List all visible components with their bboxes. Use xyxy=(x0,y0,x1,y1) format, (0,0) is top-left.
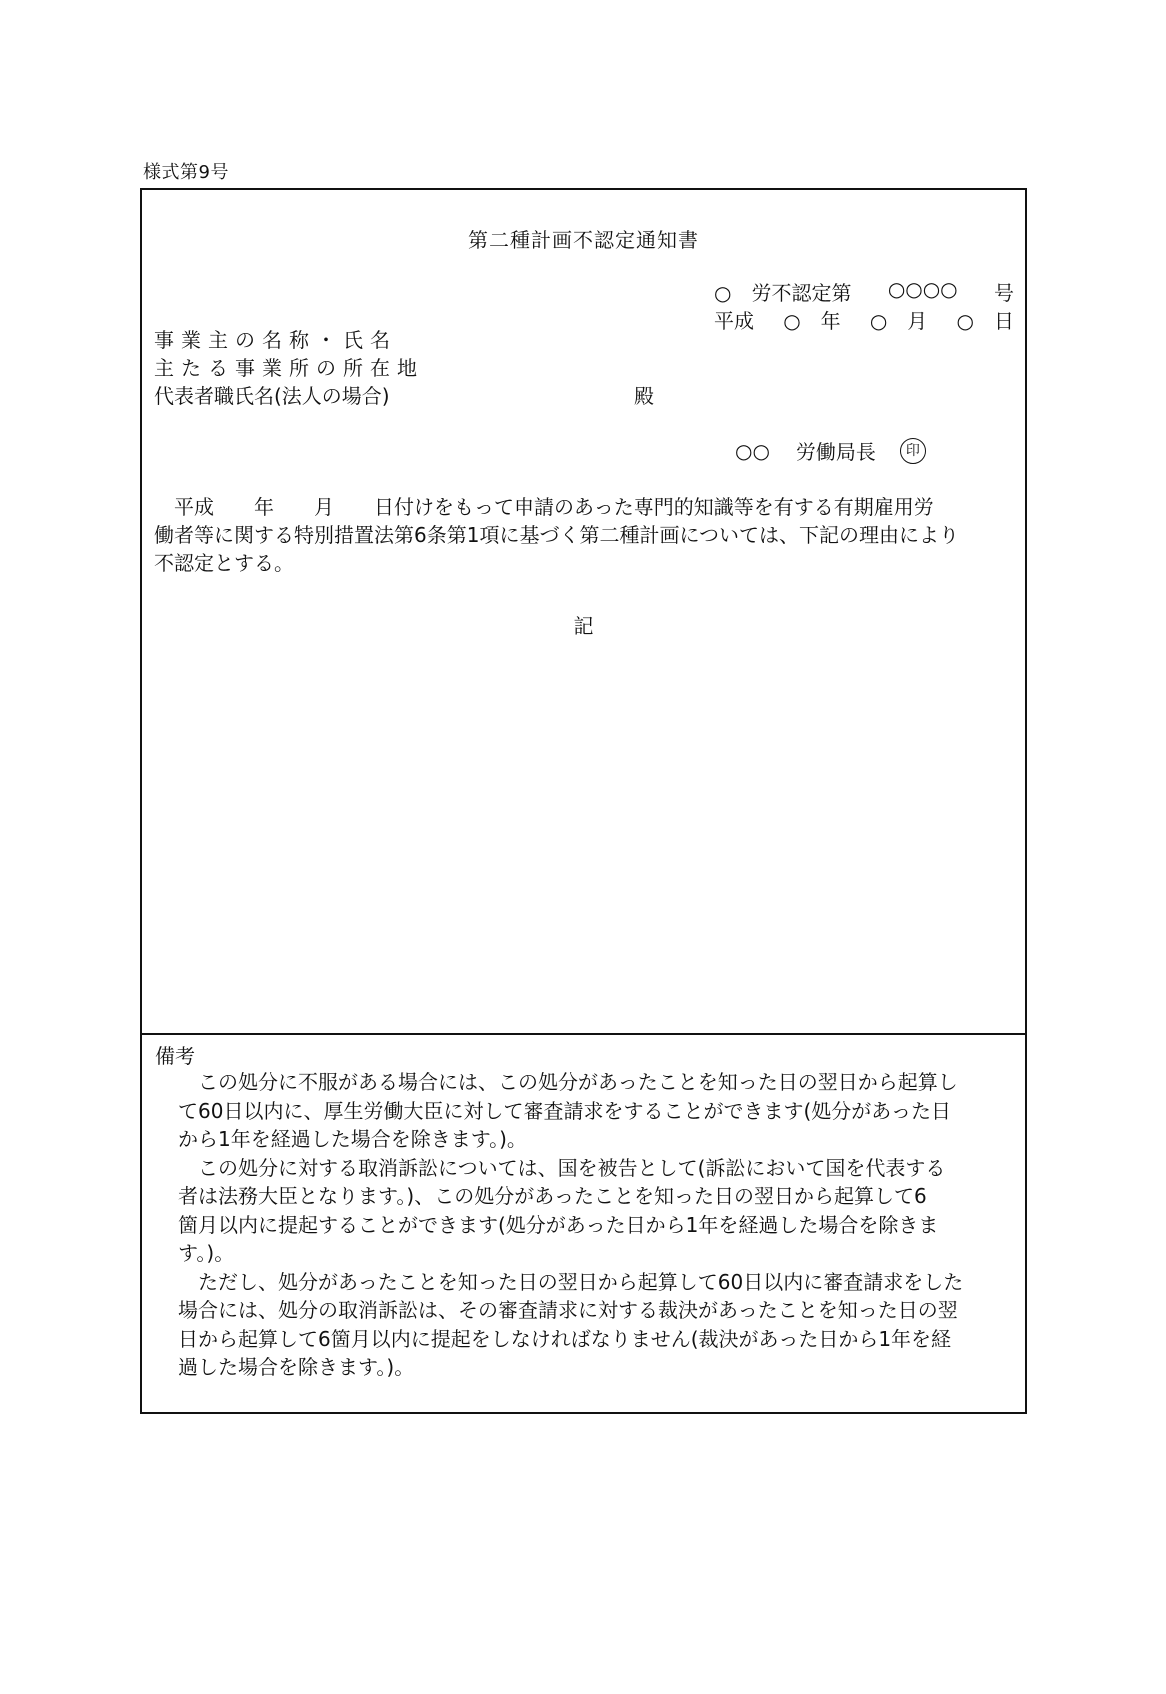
document-frame xyxy=(140,188,1027,1414)
body-line: 働者等に関する特別措置法第6条第1項に基づく第二種計画については、下記の理由により xyxy=(154,523,960,547)
document-number xyxy=(714,277,1014,306)
remarks-line: す。)。 xyxy=(178,1241,235,1265)
remarks-line: ただし、処分があったことを知った日の翌日から起算して60日以内に審査請求をした xyxy=(178,1269,964,1294)
remarks-line: 場合には、処分の取消訴訟は、その審査請求に対する裁決があったことを知った日の翌 xyxy=(178,1298,958,1322)
remarks-line: 過した場合を除きます。)。 xyxy=(178,1355,415,1379)
doc-number-prefix: ○ 労不認定第 xyxy=(714,281,852,305)
remarks-line: 日から起算して6箇月以内に提起をしなければなりません(裁決があった日から1年を経 xyxy=(178,1326,952,1351)
remarks-label: 備考 xyxy=(155,1044,195,1068)
remarks-line: から1年を経過した場合を除きます。)。 xyxy=(178,1127,527,1151)
document-title: 第二種計画不認定通知書 xyxy=(468,228,699,252)
remarks-text xyxy=(178,1068,1020,1382)
seal-mark: 印 xyxy=(900,438,926,464)
body-line: 平成 年 月 日付けをもって申請のあった専門的知識等を有する有期雇用労 xyxy=(154,495,934,519)
document-date xyxy=(714,305,1014,334)
doc-number-value: ○○○○ xyxy=(887,277,958,301)
form-number: 様式第9号 xyxy=(143,162,229,183)
remarks-line: 者は法務大臣となります。)、この処分があったことを知った日の翌日から起算して6 xyxy=(178,1184,927,1208)
notice-body xyxy=(154,493,1016,577)
date-era: 平成 xyxy=(714,309,754,333)
remarks-line: 箇月以内に提起することができます(処分があった日から1年を経過した場合を除きま xyxy=(178,1212,939,1237)
remarks-line: て60日以内に、厚生労働大臣に対して審査請求をすることができます(処分があった日 xyxy=(178,1098,952,1123)
doc-number-suffix: 号 xyxy=(993,281,1014,305)
addressee-honorific: 殿 xyxy=(634,384,654,408)
issuer-title: 労働局長 xyxy=(795,440,876,464)
issuer xyxy=(735,436,926,465)
ki-heading: 記 xyxy=(573,614,594,638)
date-month: ○ 月 xyxy=(869,309,928,333)
issuer-office: ○○ xyxy=(735,438,770,463)
addressee-name-label: 事業主の名称・氏名 xyxy=(154,328,397,352)
addressee-location-label: 主たる事業所の所在地 xyxy=(154,356,424,380)
remarks-line: この処分に不服がある場合には、この処分があったことを知った日の翌日から起算し xyxy=(178,1070,958,1094)
date-day: ○ 日 xyxy=(956,309,1014,333)
date-year: ○ 年 xyxy=(783,309,841,333)
remarks-line: この処分に対する取消訴訟については、国を被告として(訴訟において国を代表する xyxy=(178,1155,946,1180)
addressee-representative-label: 代表者職氏名(法人の場合) xyxy=(154,384,390,408)
body-line: 不認定とする。 xyxy=(154,551,294,575)
notice-section xyxy=(142,190,1025,1035)
